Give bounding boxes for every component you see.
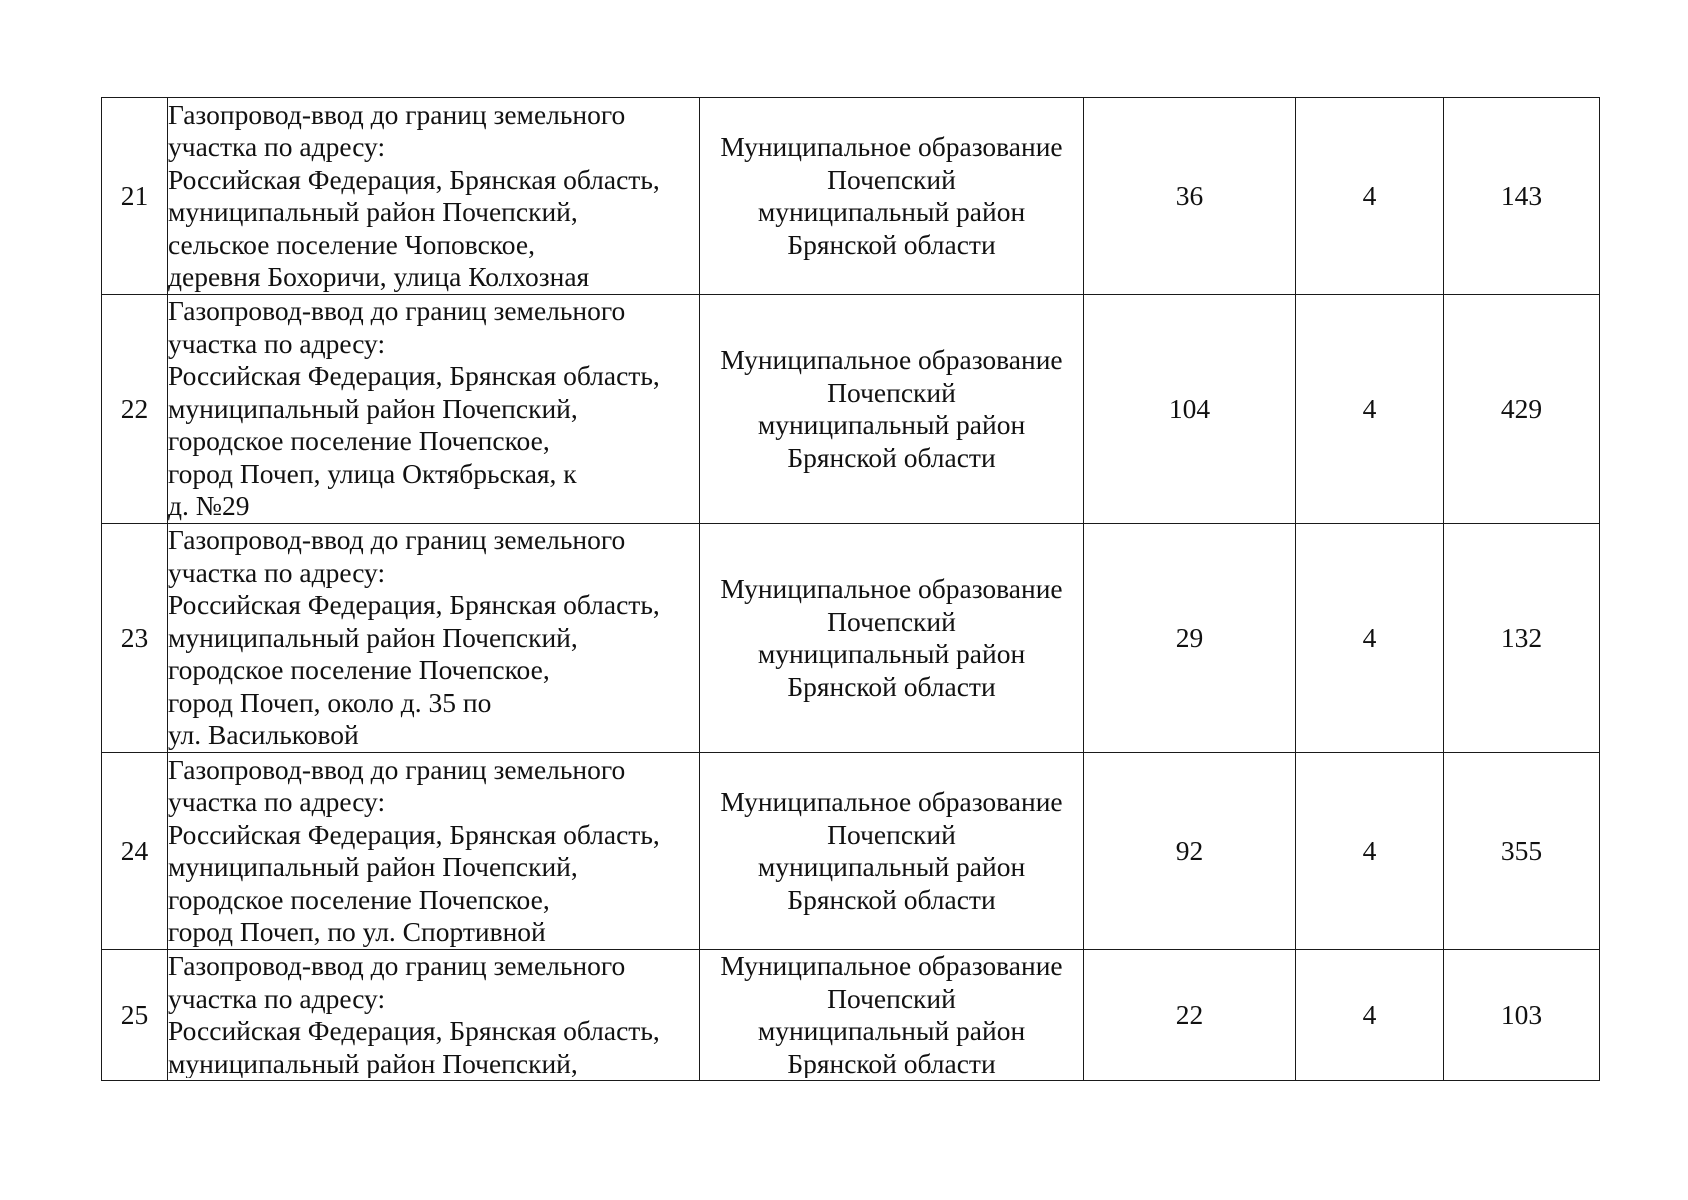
description-line: Газопровод-ввод до границ земельного bbox=[168, 524, 626, 556]
description-line: Газопровод-ввод до границ земельного bbox=[168, 753, 626, 785]
value-cell-3: 132 bbox=[1444, 524, 1600, 753]
row-number: 25 bbox=[102, 950, 168, 1081]
description-line: Российская Федерация, Брянская область, bbox=[168, 1015, 660, 1046]
owner-cell bbox=[700, 295, 1084, 524]
owner-line: Муниципальное образование bbox=[720, 573, 1063, 604]
value-cell-1: 92 bbox=[1084, 753, 1296, 950]
owner-line: Брянской области bbox=[787, 883, 996, 915]
owner-line: Муниципальное образование bbox=[720, 950, 1063, 981]
owner-line: Муниципальное образование bbox=[720, 131, 1063, 162]
description-line: городское поселение Почепское, bbox=[168, 425, 550, 457]
owner-line: Почепский bbox=[827, 163, 956, 195]
owner-line: Брянской области bbox=[787, 670, 996, 702]
row-number: 22 bbox=[102, 295, 168, 524]
value-cell-1: 29 bbox=[1084, 524, 1296, 753]
value-cell-3: 103 bbox=[1444, 950, 1600, 1081]
description-line: Российская Федерация, Брянская область, bbox=[168, 360, 660, 392]
owner-line: Брянской области bbox=[787, 441, 996, 473]
description-line: участка по адресу: bbox=[168, 131, 386, 162]
object-description bbox=[168, 524, 700, 753]
owner-line: муниципальный район bbox=[757, 851, 1026, 882]
description-line: Газопровод-ввод до границ земельного bbox=[168, 98, 626, 130]
value-cell-2: 4 bbox=[1296, 753, 1444, 950]
description-line: город Почеп, около д. 35 по bbox=[168, 686, 492, 718]
value-cell-2: 4 bbox=[1296, 524, 1444, 753]
owner-cell bbox=[700, 98, 1084, 295]
owner-line: Брянской области bbox=[787, 1047, 996, 1078]
description-line: Российская Федерация, Брянская область, bbox=[168, 163, 660, 195]
owner-line: Почепский bbox=[827, 818, 956, 850]
row-number: 24 bbox=[102, 753, 168, 950]
value-cell-3: 143 bbox=[1444, 98, 1600, 295]
value-cell-3: 355 bbox=[1444, 753, 1600, 950]
object-description bbox=[168, 950, 700, 1081]
description-line: д. №29 bbox=[168, 490, 250, 522]
value-cell-3: 429 bbox=[1444, 295, 1600, 524]
table-row bbox=[102, 98, 1600, 295]
description-line: муниципальный район Почепский, bbox=[168, 392, 578, 424]
row-number: 23 bbox=[102, 524, 168, 753]
row-number: 21 bbox=[102, 98, 168, 295]
table-row bbox=[102, 753, 1600, 950]
value-cell-1: 104 bbox=[1084, 295, 1296, 524]
description-line: сельское поселение Чоповское, bbox=[168, 228, 535, 260]
description-line: участка по адресу: bbox=[168, 786, 386, 817]
description-line: муниципальный район Почепский, bbox=[168, 1047, 578, 1078]
value-cell-2: 4 bbox=[1296, 950, 1444, 1081]
description-line: муниципальный район Почепский, bbox=[168, 196, 578, 227]
description-line: участка по адресу: bbox=[168, 327, 386, 359]
object-description bbox=[168, 295, 700, 524]
value-cell-1: 36 bbox=[1084, 98, 1296, 295]
owner-line: Почепский bbox=[827, 982, 956, 1014]
value-cell-2: 4 bbox=[1296, 98, 1444, 295]
description-line: муниципальный район Почепский, bbox=[168, 621, 578, 653]
description-line: Газопровод-ввод до границ земельного bbox=[168, 295, 626, 327]
description-line: город Почеп, улица Октябрьская, к bbox=[168, 457, 577, 489]
register-table bbox=[101, 97, 1600, 1081]
owner-line: Муниципальное образование bbox=[720, 786, 1063, 817]
description-line: Российская Федерация, Брянская область, bbox=[168, 818, 660, 850]
description-line: городское поселение Почепское, bbox=[168, 883, 550, 915]
owner-line: Почепский bbox=[827, 605, 956, 637]
owner-line: Муниципальное образование bbox=[720, 344, 1063, 375]
owner-cell bbox=[700, 950, 1084, 1081]
owner-cell bbox=[700, 524, 1084, 753]
description-line: Российская Федерация, Брянская область, bbox=[168, 589, 660, 621]
description-line: ул. Васильковой bbox=[168, 719, 359, 751]
owner-line: муниципальный район bbox=[757, 196, 1026, 227]
owner-line: муниципальный район bbox=[757, 409, 1026, 440]
description-line: город Почеп, по ул. Спортивной bbox=[168, 916, 546, 947]
owner-line: Почепский bbox=[827, 376, 956, 408]
owner-line: Брянской области bbox=[787, 228, 996, 260]
value-cell-1: 22 bbox=[1084, 950, 1296, 1081]
value-cell-2: 4 bbox=[1296, 295, 1444, 524]
description-line: городское поселение Почепское, bbox=[168, 654, 550, 686]
object-description bbox=[168, 98, 700, 295]
object-description bbox=[168, 753, 700, 950]
owner-cell bbox=[700, 753, 1084, 950]
description-line: участка по адресу: bbox=[168, 982, 386, 1014]
table-row bbox=[102, 295, 1600, 524]
table-row bbox=[102, 524, 1600, 753]
table-row bbox=[102, 950, 1600, 1081]
owner-line: муниципальный район bbox=[757, 1015, 1026, 1046]
description-line: участка по адресу: bbox=[168, 556, 386, 588]
description-line: Газопровод-ввод до границ земельного bbox=[168, 950, 626, 981]
owner-line: муниципальный район bbox=[757, 638, 1026, 669]
description-line: муниципальный район Почепский, bbox=[168, 851, 578, 882]
description-line: деревня Бохоричи, улица Колхозная bbox=[168, 261, 590, 292]
